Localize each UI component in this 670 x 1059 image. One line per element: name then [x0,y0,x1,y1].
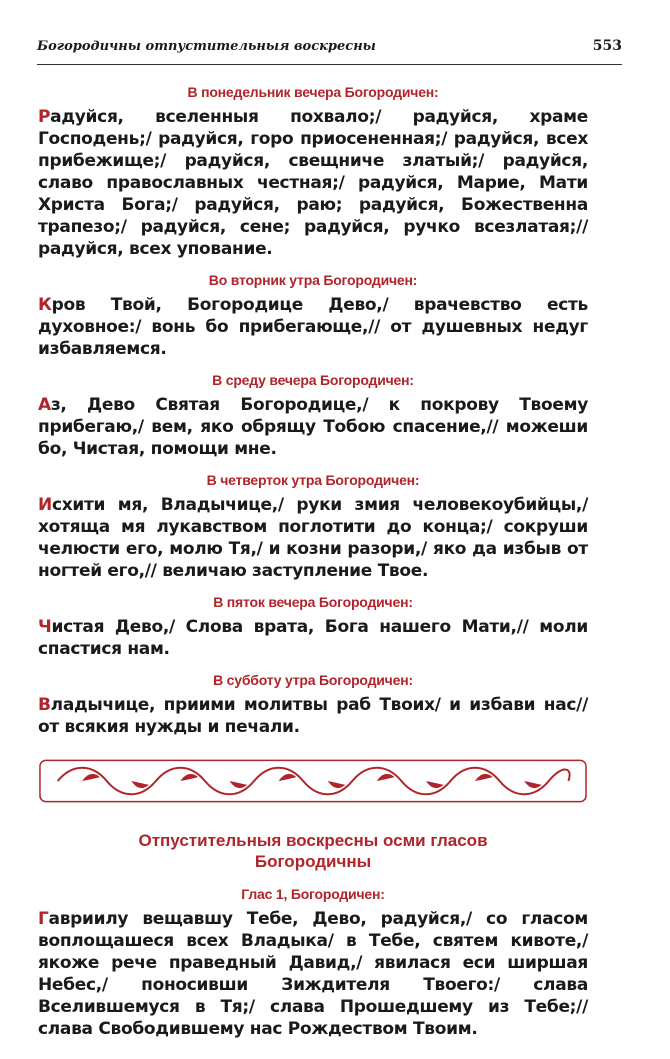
drop-initial: Р [38,107,51,127]
ornament-scroll-icon [38,758,588,804]
page-number: 553 [592,38,622,54]
section-text [38,394,588,460]
section-text [38,106,588,260]
section-monday [38,84,588,260]
drop-initial: И [38,495,52,515]
section-body: ров Твой, Богородице Дево,/ врачевство есть духовное:/ вонь бо прибегающе,// от душевных недуг избавляемся. [38,295,588,359]
section-text [38,694,588,738]
running-title: Богородичны отпустительныя воскресны [37,39,376,54]
section-title-line-1: Отпустительныя воскресны осми гласов [138,831,488,850]
content [38,84,588,1052]
section-body: схити мя, Владычице,/ руки змия человекоубийцы,/ хотяща мя лукавством поглотити до конца;/ сокруши челюсти его, молю Тя,/ и козни разори,/ яко да избыв от ногтей его,// величаю заступление Твое. [38,495,588,581]
section-thursday [38,472,588,582]
section-heading: Глас 1, Богородичен: [241,886,385,902]
running-head [37,38,622,54]
section-text [38,616,588,660]
drop-initial: К [38,295,52,315]
drop-initial: В [38,695,51,715]
section-tuesday [38,272,588,360]
section-heading: В среду вечера Богородичен: [212,372,414,388]
drop-initial: Ч [38,617,52,637]
section-heading: В понедельник вечера Богородичен: [187,84,439,100]
header-rule [37,64,622,65]
section-title-line-2: Богородичны [254,852,372,871]
section-body: адуйся, вселенныя похвало;/ радуйся, храме Господень;/ радуйся, горо приосененная;/ радуйся, всех прибежище;/ радуйся, свещниче златый;/ радуйся, славо православных честная;/ радуйся, Марие, Мати Христа Бога;/ радуйся, раю; радуйся, Божественна трапезо;/ радуйся, сене; радуйся, ручко всезлатая;// радуйся, всех упование. [38,107,588,259]
section-body: истая Дево,/ Слова врата, Бога нашего Мати,// моли спастися нам. [38,617,588,659]
section-heading: В субботу утра Богородичен: [213,672,413,688]
section-text [38,908,588,1040]
section-body: з, Дево Святая Богородице,/ к покрову Твоему прибегаю,/ вем, яко обрящу Тобою спасение,// можеши бо, Чистая, помощи мне. [38,395,588,459]
section-glas-1 [38,886,588,1040]
section-heading: В пяток вечера Богородичен: [213,594,413,610]
section-text [38,294,588,360]
section-saturday [38,672,588,738]
section-heading: В четверток утра Богородичен: [206,472,420,488]
section-friday [38,594,588,660]
section-heading: Во вторник утра Богородичен: [208,272,418,288]
section-body: авриилу вещавшу Тебе, Дево, радуйся,/ со гласом воплощашеся всех Владыка/ в Тебе, святем кивоте,/ якоже рече праведный Давид,/ явилася еси ширшая Небес,/ поносивши Зиждителя Твоего:/ слава Вселившемуся в Тя;/ слава Прошедшему из Тебе;// слава Свободившему нас Рождеством Твоим. [38,909,588,1039]
drop-initial: Г [38,909,49,929]
drop-initial: А [38,395,51,415]
section-body: ладычице, приими молитвы раб Твоих/ и избави нас// от всякия нужды и печали. [38,695,588,737]
section-title [38,830,588,872]
section-text [38,494,588,582]
section-wednesday [38,372,588,460]
ornament-divider [38,758,588,804]
